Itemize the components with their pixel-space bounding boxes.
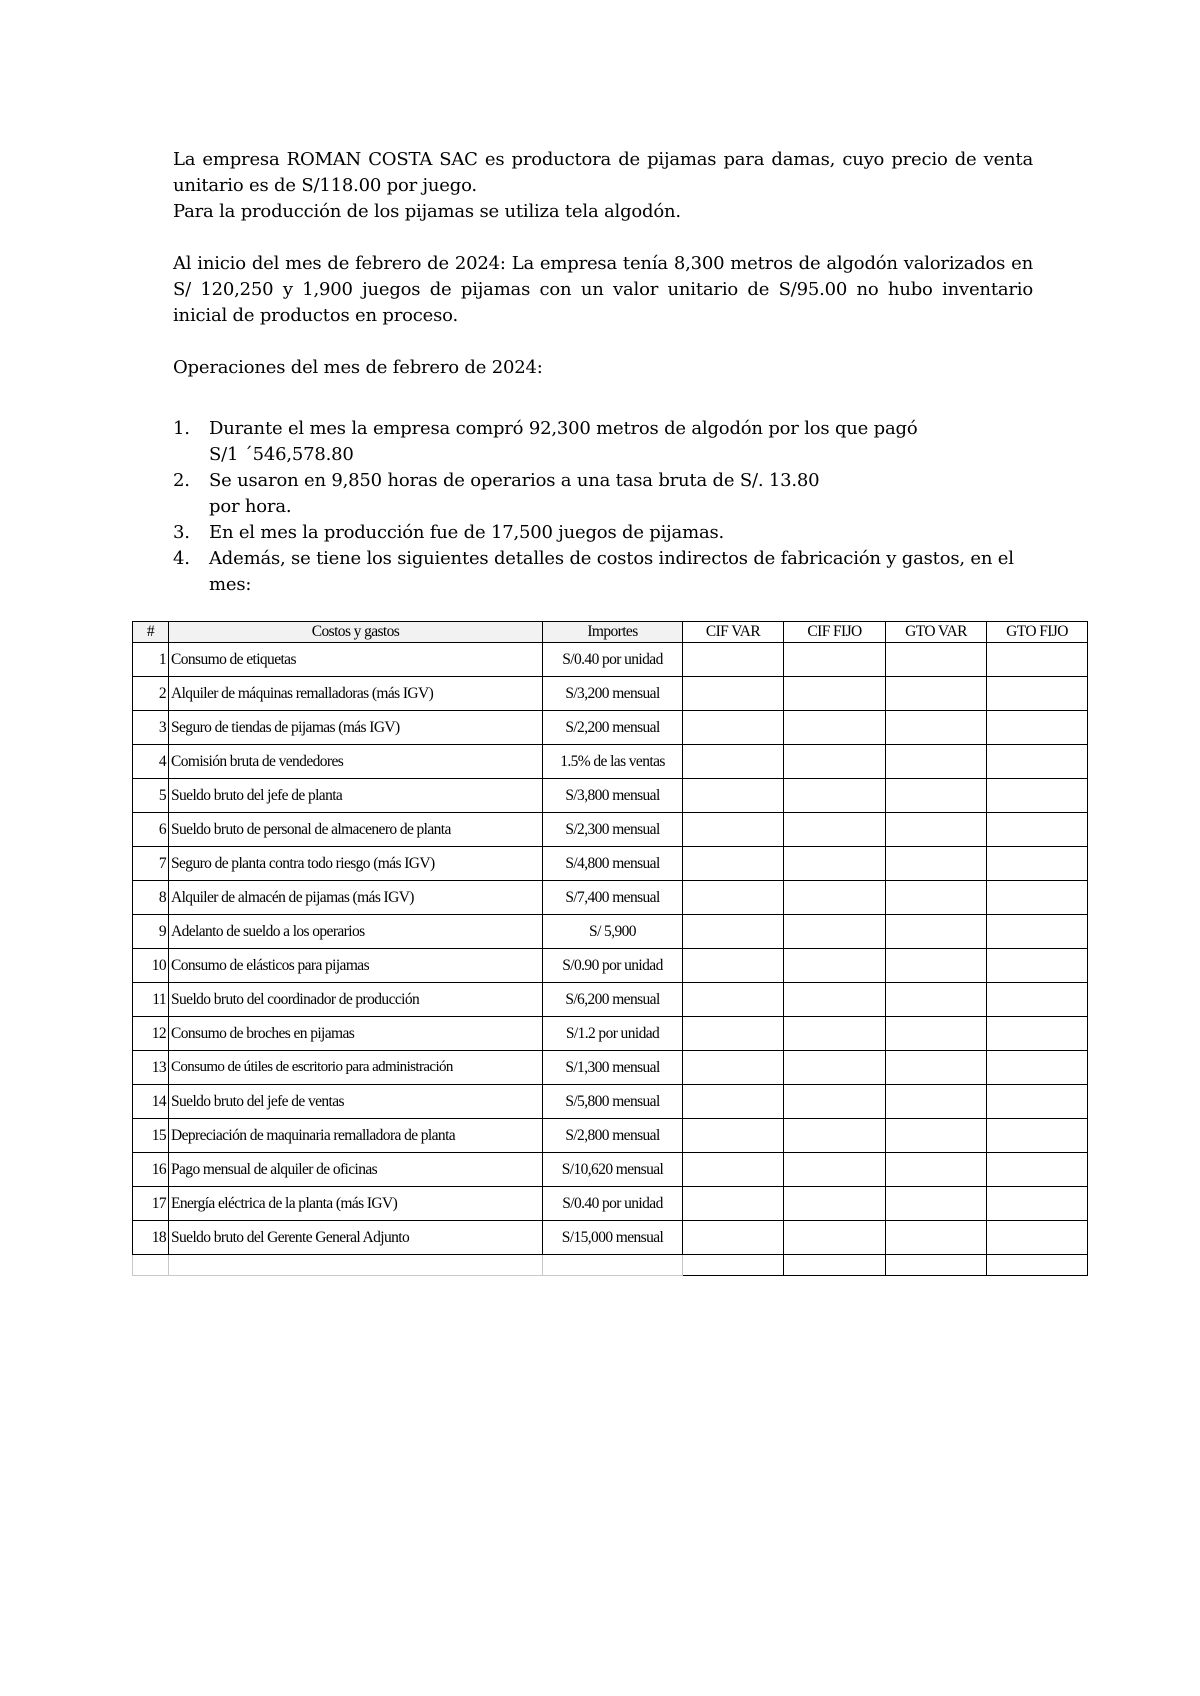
row-importe: S/4,800 mensual — [543, 847, 683, 881]
row-number: 16 — [133, 1153, 169, 1187]
gto-fijo-cell[interactable] — [987, 1051, 1088, 1085]
row-concepto: Energía eléctrica de la planta (más IGV) — [169, 1187, 543, 1221]
empty-cell[interactable] — [886, 1255, 987, 1276]
row-concepto: Sueldo bruto del jefe de ventas — [169, 1085, 543, 1119]
row-number: 18 — [133, 1221, 169, 1255]
empty-cell — [543, 1255, 683, 1276]
row-concepto: Consumo de útiles de escritorio para administración — [169, 1051, 543, 1085]
gto-fijo-cell[interactable] — [987, 1221, 1088, 1255]
header-costos-gastos: Costos y gastos — [169, 622, 543, 643]
list-item: 4. Además, se tiene los siguientes detalles de costos indirectos de fabricación y gastos, en el mes: — [173, 548, 1014, 595]
row-number: 15 — [133, 1119, 169, 1153]
gto-var-cell[interactable] — [886, 983, 987, 1017]
gto-var-cell[interactable] — [886, 1119, 987, 1153]
intro-paragraph-company: La empresa ROMAN COSTA SAC es productora de pijamas para damas, cuyo precio de venta unitario es de S/118.00 por juego. — [173, 149, 1033, 196]
table-row — [133, 1085, 1088, 1119]
cif-fijo-cell[interactable] — [784, 1187, 886, 1221]
empty-cell — [133, 1255, 169, 1276]
table-row — [133, 779, 1088, 813]
cif-fijo-cell[interactable] — [784, 847, 886, 881]
gto-var-cell[interactable] — [886, 813, 987, 847]
gto-var-cell[interactable] — [886, 1187, 987, 1221]
row-concepto: Sueldo bruto del jefe de planta — [169, 779, 543, 813]
gto-fijo-cell[interactable] — [987, 643, 1088, 677]
row-concepto: Seguro de tiendas de pijamas (más IGV) — [169, 711, 543, 745]
row-importe: S/ 5,900 — [543, 915, 683, 949]
row-importe: 1.5% de las ventas — [543, 745, 683, 779]
table-row — [133, 1119, 1088, 1153]
table-row — [133, 881, 1088, 915]
row-concepto: Adelanto de sueldo a los operarios — [169, 915, 543, 949]
intro-section — [173, 147, 1033, 381]
row-number: 9 — [133, 915, 169, 949]
gto-fijo-cell[interactable] — [987, 677, 1088, 711]
table-row — [133, 847, 1088, 881]
cif-var-cell[interactable] — [683, 983, 784, 1017]
cif-fijo-cell[interactable] — [784, 711, 886, 745]
list-item: 3. En el mes la producción fue de 17,500 juegos de pijamas. — [173, 522, 725, 543]
cif-fijo-cell[interactable] — [784, 1221, 886, 1255]
table-row — [133, 949, 1088, 983]
row-number: 12 — [133, 1017, 169, 1051]
gto-var-cell[interactable] — [886, 881, 987, 915]
gto-fijo-cell[interactable] — [987, 1017, 1088, 1051]
cif-fijo-cell[interactable] — [784, 1051, 886, 1085]
gto-fijo-cell[interactable] — [987, 915, 1088, 949]
cif-fijo-cell[interactable] — [784, 677, 886, 711]
cif-var-cell[interactable] — [683, 1187, 784, 1221]
row-importe: S/6,200 mensual — [543, 983, 683, 1017]
cif-fijo-cell[interactable] — [784, 1119, 886, 1153]
row-concepto: Sueldo bruto del coordinador de producción — [169, 983, 543, 1017]
intro-paragraph-material: Para la producción de los pijamas se utiliza tela algodón. — [173, 201, 681, 222]
operations-list — [173, 416, 1033, 598]
row-number: 5 — [133, 779, 169, 813]
row-concepto: Alquiler de máquinas remalladoras (más IGV) — [169, 677, 543, 711]
cif-fijo-cell[interactable] — [784, 915, 886, 949]
cif-var-cell[interactable] — [683, 1153, 784, 1187]
list-item: 2. Se usaron en 9,850 horas de operarios a una tasa bruta de S/. 13.80 por hora. — [173, 470, 820, 517]
cif-fijo-cell[interactable] — [784, 745, 886, 779]
row-importe: S/0.40 por unidad — [543, 1187, 683, 1221]
gto-fijo-cell[interactable] — [987, 1187, 1088, 1221]
table-row — [133, 1221, 1088, 1255]
row-number: 11 — [133, 983, 169, 1017]
table-row — [133, 983, 1088, 1017]
gto-var-cell[interactable] — [886, 949, 987, 983]
cif-var-cell[interactable] — [683, 1085, 784, 1119]
cif-var-cell[interactable] — [683, 1119, 784, 1153]
row-importe: S/1.2 por unidad — [543, 1017, 683, 1051]
table-row — [133, 1017, 1088, 1051]
gto-var-cell[interactable] — [886, 779, 987, 813]
row-importe: S/1,300 mensual — [543, 1051, 683, 1085]
row-number: 4 — [133, 745, 169, 779]
cif-var-cell[interactable] — [683, 711, 784, 745]
row-concepto: Alquiler de almacén de pijamas (más IGV) — [169, 881, 543, 915]
row-concepto: Comisión bruta de vendedores — [169, 745, 543, 779]
row-concepto: Seguro de planta contra todo riesgo (más IGV) — [169, 847, 543, 881]
cif-fijo-cell[interactable] — [784, 1085, 886, 1119]
row-importe: S/2,300 mensual — [543, 813, 683, 847]
table-row — [133, 1153, 1088, 1187]
row-concepto: Pago mensual de alquiler de oficinas — [169, 1153, 543, 1187]
cif-fijo-cell[interactable] — [784, 881, 886, 915]
gto-fijo-cell[interactable] — [987, 881, 1088, 915]
header-number: # — [133, 622, 169, 643]
header-gto-fijo: GTO FIJO — [987, 622, 1088, 643]
gto-fijo-cell[interactable] — [987, 711, 1088, 745]
cif-fijo-cell[interactable] — [784, 983, 886, 1017]
header-cif-fijo: CIF FIJO — [784, 622, 886, 643]
cif-var-cell[interactable] — [683, 881, 784, 915]
cif-var-cell[interactable] — [683, 847, 784, 881]
table-row-empty — [133, 1255, 1088, 1276]
gto-var-cell[interactable] — [886, 643, 987, 677]
cif-var-cell[interactable] — [683, 1051, 784, 1085]
row-importe: S/0.40 por unidad — [543, 643, 683, 677]
cif-fijo-cell[interactable] — [784, 1017, 886, 1051]
row-number: 8 — [133, 881, 169, 915]
row-concepto: Consumo de broches en pijamas — [169, 1017, 543, 1051]
row-number: 6 — [133, 813, 169, 847]
table-row — [133, 915, 1088, 949]
row-number: 3 — [133, 711, 169, 745]
row-number: 1 — [133, 643, 169, 677]
table-row — [133, 745, 1088, 779]
row-importe: S/3,800 mensual — [543, 779, 683, 813]
row-concepto: Sueldo bruto de personal de almacenero de planta — [169, 813, 543, 847]
cif-fijo-cell[interactable] — [784, 949, 886, 983]
table-row — [133, 711, 1088, 745]
gto-fijo-cell[interactable] — [987, 983, 1088, 1017]
header-importes: Importes — [543, 622, 683, 643]
gto-var-cell[interactable] — [886, 677, 987, 711]
row-importe: S/2,200 mensual — [543, 711, 683, 745]
table-body — [133, 643, 1088, 1276]
row-importe: S/7,400 mensual — [543, 881, 683, 915]
table-header-row — [133, 622, 1088, 643]
gto-var-cell[interactable] — [886, 745, 987, 779]
row-concepto: Sueldo bruto del Gerente General Adjunto — [169, 1221, 543, 1255]
gto-var-cell[interactable] — [886, 1221, 987, 1255]
table-row — [133, 1051, 1088, 1085]
row-number: 2 — [133, 677, 169, 711]
cif-var-cell[interactable] — [683, 1221, 784, 1255]
cif-var-cell[interactable] — [683, 915, 784, 949]
list-item: 1. Durante el mes la empresa compró 92,300 metros de algodón por los que pagó S/1 ´546,578.80 — [173, 418, 918, 465]
cif-var-cell[interactable] — [683, 677, 784, 711]
row-importe: S/2,800 mensual — [543, 1119, 683, 1153]
empty-cell[interactable] — [987, 1255, 1088, 1276]
header-gto-var: GTO VAR — [886, 622, 987, 643]
row-number: 10 — [133, 949, 169, 983]
cif-var-cell[interactable] — [683, 1017, 784, 1051]
table-row — [133, 677, 1088, 711]
row-concepto: Depreciación de maquinaria remalladora de planta — [169, 1119, 543, 1153]
cif-fijo-cell[interactable] — [784, 643, 886, 677]
cif-fijo-cell[interactable] — [784, 813, 886, 847]
gto-fijo-cell[interactable] — [987, 1153, 1088, 1187]
empty-cell — [169, 1255, 543, 1276]
row-number: 14 — [133, 1085, 169, 1119]
gto-fijo-cell[interactable] — [987, 1085, 1088, 1119]
row-concepto: Consumo de etiquetas — [169, 643, 543, 677]
cif-var-cell[interactable] — [683, 949, 784, 983]
gto-var-cell[interactable] — [886, 847, 987, 881]
intro-paragraph-initial-inventory: Al inicio del mes de febrero de 2024: La empresa tenía 8,300 metros de algodón valorizados en S/ 120,250 y 1,900 juegos de pijamas con un valor unitario de S/95.00 no hubo inventario inicial de productos en proceso. — [173, 253, 1033, 326]
cif-var-cell[interactable] — [683, 643, 784, 677]
row-concepto: Consumo de elásticos para pijamas — [169, 949, 543, 983]
table-row — [133, 1187, 1088, 1221]
row-number: 17 — [133, 1187, 169, 1221]
costs-table — [132, 621, 1088, 1276]
cif-var-cell[interactable] — [683, 813, 784, 847]
gto-fijo-cell[interactable] — [987, 779, 1088, 813]
cif-fijo-cell[interactable] — [784, 1153, 886, 1187]
gto-var-cell[interactable] — [886, 915, 987, 949]
row-number: 7 — [133, 847, 169, 881]
row-importe: S/10,620 mensual — [543, 1153, 683, 1187]
gto-fijo-cell[interactable] — [987, 813, 1088, 847]
gto-var-cell[interactable] — [886, 711, 987, 745]
gto-fijo-cell[interactable] — [987, 847, 1088, 881]
gto-var-cell[interactable] — [886, 1017, 987, 1051]
gto-fijo-cell[interactable] — [987, 1119, 1088, 1153]
cif-var-cell[interactable] — [683, 745, 784, 779]
table-row — [133, 643, 1088, 677]
row-number: 13 — [133, 1051, 169, 1085]
empty-cell[interactable] — [683, 1255, 784, 1276]
table-row — [133, 813, 1088, 847]
gto-var-cell[interactable] — [886, 1153, 987, 1187]
gto-var-cell[interactable] — [886, 1085, 987, 1119]
empty-cell[interactable] — [784, 1255, 886, 1276]
operations-heading: Operaciones del mes de febrero de 2024: — [173, 357, 543, 378]
row-importe: S/3,200 mensual — [543, 677, 683, 711]
row-importe: S/5,800 mensual — [543, 1085, 683, 1119]
cif-fijo-cell[interactable] — [784, 779, 886, 813]
cif-var-cell[interactable] — [683, 779, 784, 813]
header-cif-var: CIF VAR — [683, 622, 784, 643]
row-importe: S/0.90 por unidad — [543, 949, 683, 983]
row-importe: S/15,000 mensual — [543, 1221, 683, 1255]
gto-fijo-cell[interactable] — [987, 949, 1088, 983]
gto-fijo-cell[interactable] — [987, 745, 1088, 779]
gto-var-cell[interactable] — [886, 1051, 987, 1085]
